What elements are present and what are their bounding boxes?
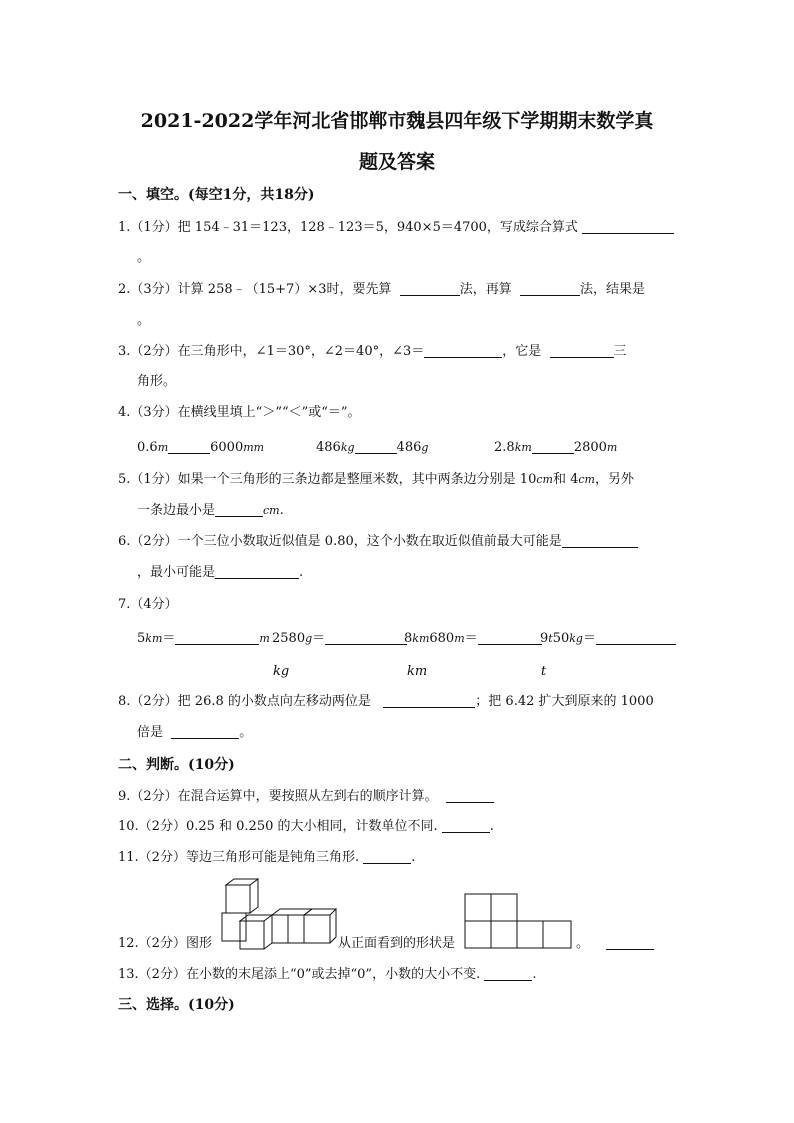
question-11: 11.（2分）等边三角形可能是钝角三角形. . — [118, 850, 416, 865]
answer-blank[interactable] — [478, 630, 542, 645]
question-6: 6.（2分）一个三位小数取近似值是 0.80，这个小数在取近似值前最大可能是 — [118, 533, 638, 551]
answer-blank[interactable] — [215, 564, 299, 579]
question-13: 13.（2分）在小数的末尾添上“0”或去掉“0”，小数的大小不变. . — [118, 967, 537, 982]
question-8-cont: 倍是 。 — [137, 725, 253, 740]
answer-blank[interactable] — [383, 693, 475, 708]
question-7: 7.（4分） — [118, 597, 178, 612]
answer-blank[interactable] — [400, 281, 460, 296]
question-5-cont: 一条边最小是 cm. — [137, 503, 284, 518]
question-3-end: 角形。 — [137, 374, 177, 389]
question-1-end: 。 — [137, 250, 151, 265]
answer-blank[interactable] — [550, 343, 614, 358]
cube-stack-figure — [218, 877, 338, 951]
question-12-end: 。 — [576, 935, 654, 953]
section-3-heading: 三、选择。(10分) — [118, 997, 235, 1013]
question-5: 5.（1分）如果一个三角形的三条边都是整厘米数，其中两条边分别是 10cm和 4cm，另外 — [118, 472, 634, 487]
answer-blank[interactable] — [325, 630, 407, 645]
unit-km-label: km — [407, 664, 428, 679]
question-9: 9.（2分）在混合运算中，要按照从左到右的顺序计算。 — [118, 788, 494, 806]
question-3: 3.（2分）在三角形中，∠1＝30°，∠2＝40°，∠3＝ ，它是 三 — [118, 344, 627, 359]
answer-blank[interactable] — [582, 219, 674, 234]
compare-item-3: 2.8km 2800m — [494, 440, 618, 455]
unit-kg-label: kg — [273, 664, 290, 679]
answer-blank[interactable] — [520, 281, 580, 296]
answer-blank[interactable] — [562, 533, 638, 548]
conversion-item-1: 5km＝ m — [137, 631, 270, 646]
question-12-label: 12.（2分）图形 — [118, 936, 212, 951]
answer-blank[interactable] — [606, 935, 654, 950]
answer-blank[interactable] — [171, 724, 239, 739]
compare-item-1: 0.6m 6000mm — [137, 440, 265, 455]
question-6-cont: ，最小可能是 . — [137, 565, 304, 580]
answer-blank[interactable] — [175, 630, 259, 645]
question-8: 8.（2分）把 26.8 的小数点向左移动两位是 ；把 6.42 扩大到原来的 1000 — [118, 694, 654, 709]
answer-blank[interactable] — [596, 630, 676, 645]
title-line-2: 题及答案 — [358, 151, 435, 173]
answer-blank[interactable] — [442, 818, 490, 833]
question-4: 4.（3分）在横线里填上“＞”“＜”或“＝”。 — [118, 405, 361, 420]
front-view-figure — [464, 893, 574, 949]
compare-item-2: 486kg 486g — [316, 440, 429, 455]
conversion-item-4: 9t50kg＝ — [540, 630, 676, 648]
answer-blank[interactable] — [446, 788, 494, 803]
question-12-mid: 从正面看到的形状是 — [338, 936, 456, 951]
question-1: 1.（1分）把 154﹣31＝123，128﹣123＝5，940×5＝4700，写成综合算式 — [118, 219, 674, 237]
question-2: 2.（3分）计算 258﹣（15+7）×3时，要先算 法，再算 法，结果是 — [118, 282, 646, 297]
section-1-heading: 一、填空。(每空1分，共18分) — [118, 187, 315, 203]
answer-blank[interactable] — [355, 439, 397, 454]
title-line-1: 2021-2022学年河北省邯郸市魏县四年级下学期期末数学真 — [140, 110, 654, 132]
conversion-item-2: 2580g＝ — [272, 630, 407, 648]
section-2-heading: 二、判断。(10分) — [118, 757, 235, 773]
conversion-item-3: 8km680m＝ — [404, 630, 542, 648]
answer-blank[interactable] — [363, 849, 411, 864]
answer-blank[interactable] — [484, 966, 532, 981]
answer-blank[interactable] — [168, 439, 210, 454]
answer-blank[interactable] — [215, 502, 263, 517]
answer-blank[interactable] — [424, 343, 502, 358]
unit-t-label: t — [541, 664, 547, 679]
question-10: 10.（2分）0.25 和 0.250 的大小相同，计数单位不同. . — [118, 819, 494, 834]
question-2-end: 。 — [137, 313, 151, 328]
answer-blank[interactable] — [532, 439, 574, 454]
